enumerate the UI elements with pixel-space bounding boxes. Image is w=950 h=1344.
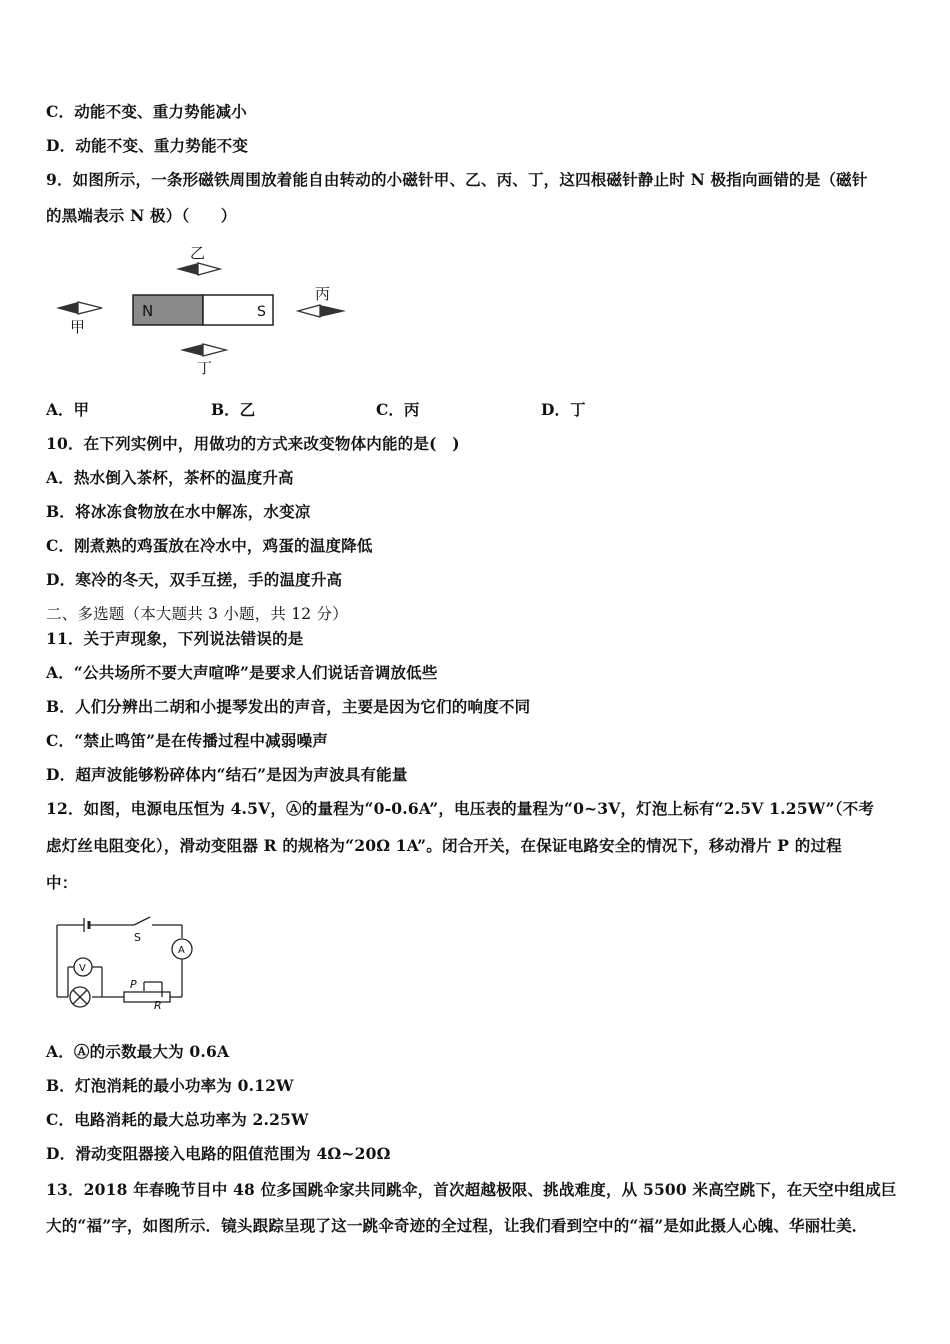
needle-yi bbox=[176, 244, 220, 275]
magnet-n-label: N bbox=[142, 302, 154, 320]
q13-stem-line1: 13．2018 年春晚节目中 48 位多国跳伞家共同跳伞，首次超越极限、挑战难度，从 5500 米高空跳下，在天空中组成巨 bbox=[46, 1180, 897, 1199]
q9-option-a[interactable]: A．甲 bbox=[46, 400, 90, 419]
rheostat-r-label: R bbox=[154, 999, 162, 1012]
q11-option-c[interactable]: C．“禁止鸣笛”是在传播过程中减弱噪声 bbox=[46, 731, 328, 750]
voltmeter-v-label: V bbox=[79, 963, 86, 974]
q11-option-b[interactable]: B．人们分辨出二胡和小提琴发出的声音，主要是因为它们的响度不同 bbox=[46, 697, 531, 716]
q10-option-a[interactable]: A．热水倒入茶杯，茶杯的温度升高 bbox=[46, 468, 294, 487]
q10-option-c[interactable]: C．刚煮熟的鸡蛋放在冷水中，鸡蛋的温度降低 bbox=[46, 536, 373, 555]
slider-p-label: P bbox=[130, 978, 137, 991]
section-heading-multi-choice: 二、多选题（本大题共 3 小题，共 12 分） bbox=[46, 605, 348, 623]
q12-stem-line2: 虑灯丝电阻变化），滑动变阻器 R 的规格为“20Ω 1A”。闭合开关，在保证电路安全的情况下，移动滑片 P 的过程 bbox=[46, 836, 842, 855]
q12-option-a[interactable]: A．Ⓐ的示数最大为 0.6A bbox=[46, 1042, 230, 1061]
magnet-s-label: S bbox=[257, 304, 266, 320]
needle-bing bbox=[298, 285, 346, 317]
q12-option-d[interactable]: D．滑动变阻器接入电路的阻值范围为 4Ω~20Ω bbox=[46, 1144, 391, 1163]
q12-option-c[interactable]: C．电路消耗的最大总功率为 2.25W bbox=[46, 1110, 309, 1129]
needle-ding bbox=[180, 344, 226, 377]
bar-magnet bbox=[133, 295, 273, 325]
q10-option-d[interactable]: D．寒冷的冬天，双手互搓，手的温度升高 bbox=[46, 570, 343, 589]
needle-yi-label: 乙 bbox=[190, 244, 206, 262]
needle-jia bbox=[56, 302, 102, 336]
q10-stem: 10．在下列实例中，用做功的方式来改变物体内能的是( ) bbox=[46, 434, 460, 453]
q9-option-c[interactable]: C．丙 bbox=[376, 400, 420, 419]
needle-ding-label: 丁 bbox=[197, 359, 213, 377]
q12-option-b[interactable]: B．灯泡消耗的最小功率为 0.12W bbox=[46, 1076, 294, 1095]
q10-option-b[interactable]: B．将冰冻食物放在水中解冻，水变凉 bbox=[46, 502, 311, 521]
q12-circuit-figure bbox=[50, 912, 210, 1012]
q9-magnet-figure bbox=[40, 236, 370, 386]
ammeter-a-label: A bbox=[178, 945, 185, 956]
q9-stem-line2: 的黑端表示 N 极）（ ） bbox=[46, 206, 237, 225]
q11-option-d[interactable]: D．超声波能够粉碎体内“结石”是因为声波具有能量 bbox=[46, 765, 408, 784]
switch-s-label: S bbox=[134, 931, 141, 944]
q12-stem-line3: 中： bbox=[46, 873, 78, 892]
q12-stem-line1: 12．如图，电源电压恒为 4.5V，Ⓐ的量程为“0-0.6A”，电压表的量程为“0~3V，灯泡上标有“2.5V 1.25W”（不考 bbox=[46, 799, 875, 818]
q13-stem-line2: 大的“福”字，如图所示．镜头跟踪呈现了这一跳伞奇迹的全过程，让我们看到空中的“福”是如此摄人心魄、华丽壮美． bbox=[46, 1216, 868, 1235]
q9-option-b[interactable]: B．乙 bbox=[211, 400, 256, 419]
q8-option-c[interactable]: C．动能不变、重力势能减小 bbox=[46, 102, 247, 121]
needle-bing-label: 丙 bbox=[315, 285, 331, 303]
q11-option-a[interactable]: A．“公共场所不要大声喧哗”是要求人们说话音调放低些 bbox=[46, 663, 438, 682]
needle-jia-label: 甲 bbox=[70, 318, 86, 336]
q8-option-d[interactable]: D．动能不变、重力势能不变 bbox=[46, 136, 249, 155]
q9-option-d[interactable]: D．丁 bbox=[541, 400, 586, 419]
q9-stem-line1: 9．如图所示，一条形磁铁周围放着能自由转动的小磁针甲、乙、丙、丁，这四根磁针静止时 N 极指向画错的是（磁针 bbox=[46, 170, 868, 189]
q11-stem: 11．关于声现象，下列说法错误的是 bbox=[46, 629, 304, 648]
